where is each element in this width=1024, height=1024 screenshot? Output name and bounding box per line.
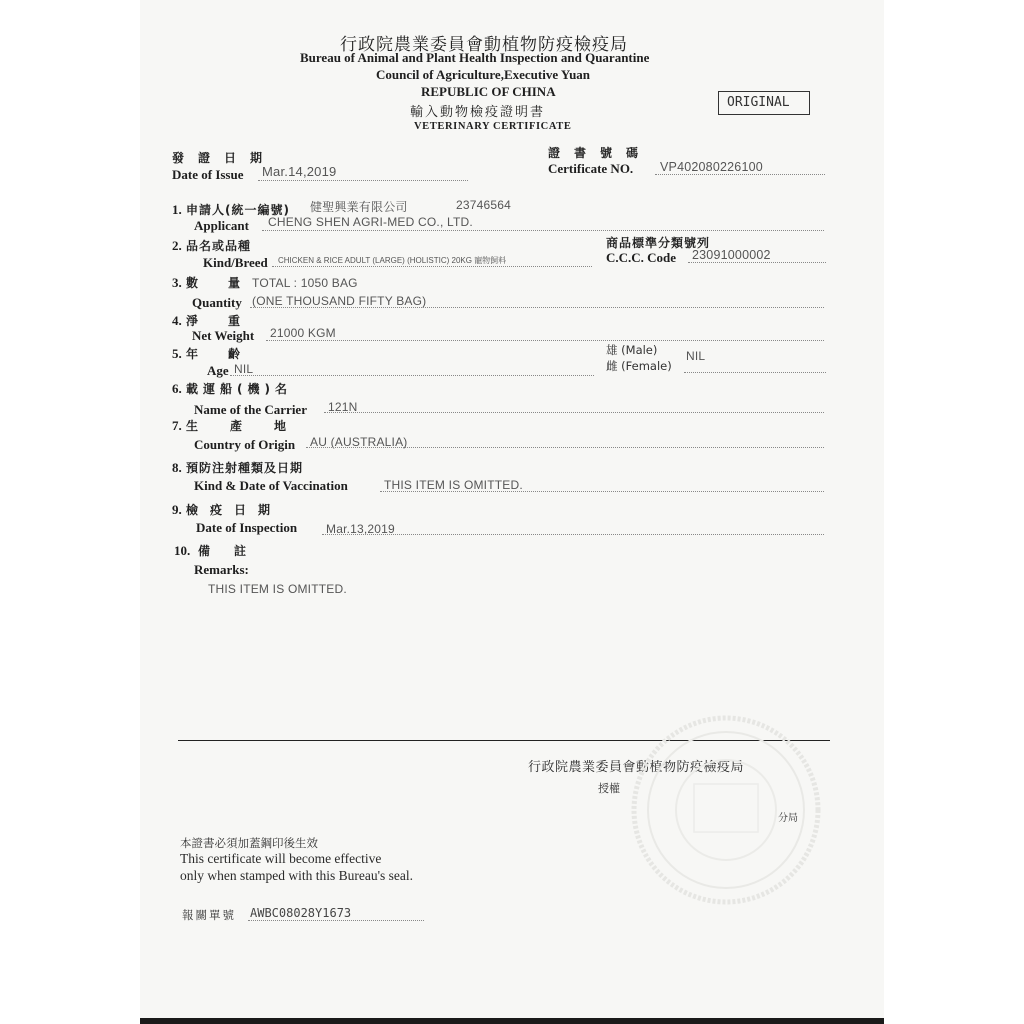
note-en-2: only when stamped with this Bureau's seal. [180,868,414,883]
ccc-label-cn: 商品標準分類號列 [606,236,711,250]
vaccination-value: THIS ITEM IS OMITTED. [384,478,523,492]
declaration-label-cn: 報關單號 [182,908,236,922]
origin-line [306,447,824,448]
quantity-label-en: Quantity [192,295,242,310]
applicant-id: 23746564 [456,198,511,212]
carrier-line [324,412,824,413]
date-label-cn: 發證日期 [172,151,277,165]
kind-label-en: Kind/Breed [203,255,268,270]
title-cn: 行政院農業委員會動植物防疫檢疫局 [340,35,628,55]
authorized-cn: 授權 [598,782,620,795]
country-name-en: REPUBLIC OF CHINA [421,84,556,99]
cert-no-label-en: Certificate NO. [548,161,634,176]
inspection-label-cn: 檢疫日期 [186,503,283,517]
applicant-label-en: Applicant [194,218,249,233]
female-label: 雌 (Female) [606,359,672,373]
applicant-value-cn: 健聖興業有限公司 [310,200,408,214]
weight-line [266,340,824,341]
scan-bottom-edge [140,1018,884,1024]
vaccination-num: 8. [172,460,182,475]
weight-label-cn: 淨 重 [186,314,243,328]
sex-value: NIL [686,349,706,363]
origin-num: 7. [172,418,182,433]
kind-value: CHICKEN & RICE ADULT (LARGE) (HOLISTIC) 20KG 寵物飼料 [278,256,507,265]
origin-label-cn: 生 產 地 [186,419,297,433]
quantity-value-2: (ONE THOUSAND FIFTY BAG) [252,294,427,308]
origin-value: AU (AUSTRALIA) [310,435,408,449]
council-name-en: Council of Agriculture,Executive Yuan [376,67,591,82]
applicant-label-cn: 申請人(統一編號) [186,203,290,217]
weight-value: 21000 KGM [270,326,336,340]
declaration-line [248,920,424,921]
vaccination-label-cn: 預防注射種類及日期 [186,461,304,475]
branch-cn: 分局 [778,813,798,824]
age-label-en: Age [207,363,229,378]
sex-line [684,372,826,373]
weight-num: 4. [172,313,182,328]
male-label: 雄 (Male) [606,343,658,357]
remarks-label-cn: 備 註 [198,544,253,558]
vaccination-line [380,491,824,492]
inspection-value: Mar.13,2019 [326,522,395,536]
note-cn: 本證書必須加蓋鋼印後生效 [180,836,318,850]
inspection-num: 9. [172,502,182,517]
applicant-num: 1. [172,202,182,217]
applicant-line [262,230,824,231]
applicant-value-en: CHENG SHEN AGRI-MED CO., LTD. [268,215,473,229]
inspection-label-en: Date of Inspection [196,520,298,535]
kind-label-cn: 品名或品種 [186,239,252,253]
inspection-line [322,534,824,535]
remarks-label-en: Remarks: [194,562,249,577]
declaration-value: AWBC08028Y1673 [250,906,352,920]
carrier-num: 6. [172,381,182,396]
quantity-label-cn: 數 量 [186,276,243,290]
weight-label-en: Net Weight [192,328,255,343]
kind-num: 2. [172,238,182,253]
embossed-seal [628,712,824,908]
date-label-en: Date of Issue [172,167,244,182]
quantity-num: 3. [172,275,182,290]
age-line [230,375,594,376]
cert-no-value: VP402080226100 [660,160,763,174]
cert-title-cn: 輸入動物檢疫證明書 [410,105,546,120]
age-num: 5. [172,346,182,361]
age-label-cn: 年 齡 [186,347,243,361]
ccc-line [688,262,826,263]
vaccination-label-en: Kind & Date of Vaccination [194,478,348,493]
ccc-label-en: C.C.C. Code [606,250,677,265]
carrier-value: 121N [328,400,358,414]
note-en-1: This certificate will become effective [180,851,382,866]
bureau-name-en: Bureau of Animal and Plant Health Inspection and Quarantine [300,50,650,65]
remarks-num: 10. [174,543,191,558]
cert-title-en: VETERINARY CERTIFICATE [414,121,572,132]
origin-label-en: Country of Origin [194,437,296,452]
original-label: ORIGINAL [727,95,790,110]
cert-no-line [655,174,825,175]
footer-bureau-cn: 行政院農業委員會動植物防疫檢疫局 [528,760,745,775]
ccc-value: 23091000002 [692,248,771,262]
date-value: Mar.14,2019 [262,164,337,179]
carrier-label-cn: 載運船(機)名 [186,382,292,396]
quantity-value-1: TOTAL : 1050 BAG [252,276,358,290]
date-line [258,180,468,181]
remarks-value: THIS ITEM IS OMITTED. [208,582,347,596]
kind-line [272,266,592,267]
quantity-line [250,307,824,308]
scan-margin [884,0,1024,1024]
age-value: NIL [234,362,254,376]
carrier-label-en: Name of the Carrier [194,402,307,417]
cert-no-label-cn: 證書號碼 [548,146,653,160]
